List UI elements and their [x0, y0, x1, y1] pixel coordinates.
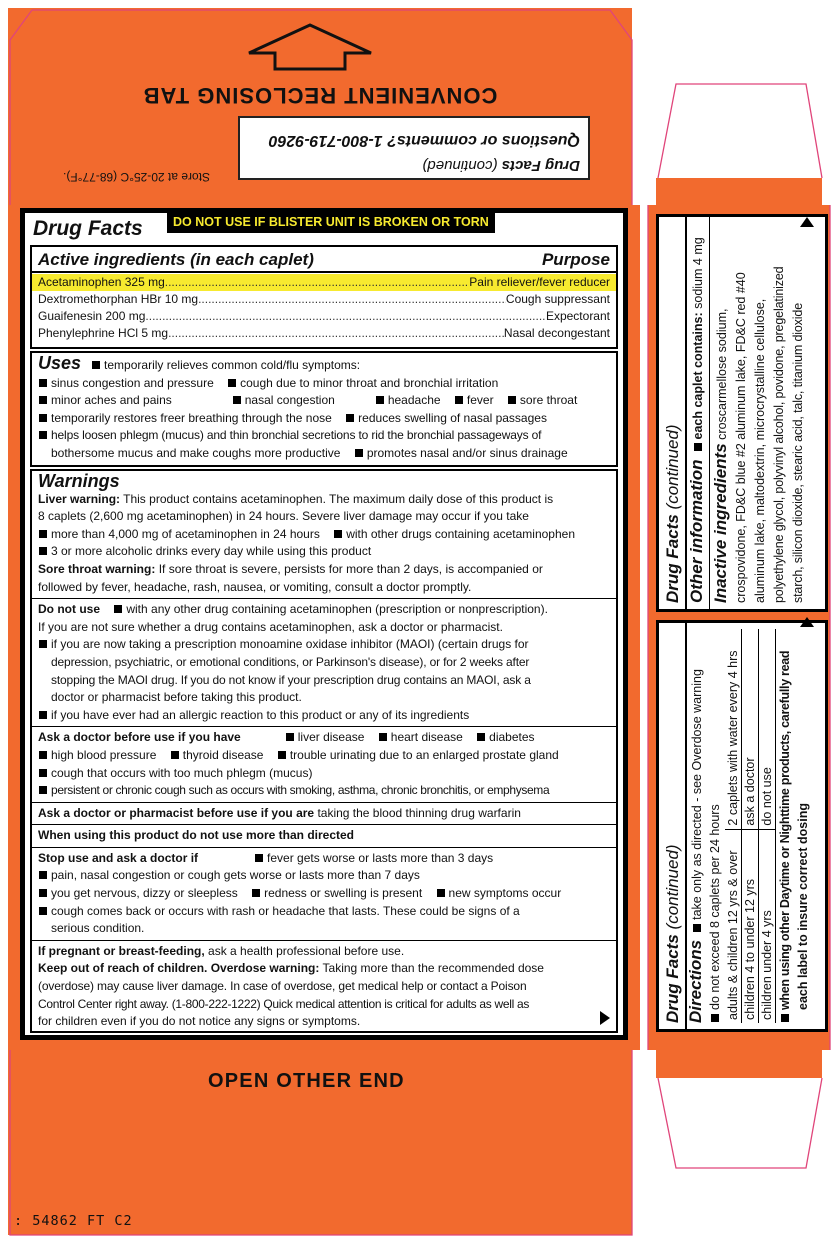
- questions-line: Questions or comments? 1-800-719-9260: [268, 132, 580, 149]
- ingredient-row: Acetaminophen 325 mg ..... Pain reliever/fever reducer: [32, 274, 616, 291]
- other-panel-header: Drug Facts: [663, 514, 682, 603]
- product-code: : 54862 FT C2: [14, 1213, 133, 1229]
- arrow-icon: [245, 21, 375, 73]
- blister-warning: DO NOT USE IF BLISTER UNIT IS BROKEN OR TORN: [167, 209, 495, 233]
- uses-section: Uses temporarily relieves common cold/flu symptoms: sinus congestion and pressure cough due to minor throat and bronchial irritation minor aches and pains nasal congestion headache fever sore throat temporarily restores freer breathing through the nose reduces swelling of nasal passages helps loosen phlegm (mucus) and thin bronchial secretions to rid the bronchial passageways of bothersome mucus and make coughs more productive promotes nasal and/or sinus drainage: [30, 351, 618, 467]
- open-other-end-label: OPEN OTHER END: [208, 1070, 405, 1092]
- right-bottom-tab-fill: [656, 1050, 822, 1078]
- reclosing-tab-label: CONVENIENT RECLOSING TAB: [142, 83, 498, 108]
- drug-facts-panel: [20, 208, 628, 1040]
- directions-panel-arrow-icon: [800, 617, 814, 627]
- directions-panel: Drug Facts (continued) Directions take only as directed - see Overdose warning do not exceed 8 caplets per 24 hours adults & children 12 yrs & over 2 caplets with water every 4 hrs children 4 to under 12 yrs ask a doctor children under 4 yrs do not use when using other Daytime or Nighttime products, carefully read each label to insure correct dosing: [656, 620, 828, 1032]
- other-information-panel: Drug Facts (continued) Other information each caplet contains: sodium 4 mg Inactive ingredients croscarmellose sodium, crospovidone, FD&C blue #2 aluminum lake, FD&C red #40 aluminum lake, maltodextrin, microcrystalline cellulose, polyethylene glycol, polyvinyl alcohol, povidone, pregelatinized starch, silicon dioxide, stearic acid, talc, titanium dioxide: [656, 214, 828, 612]
- ingredient-row: Dextromethorphan HBr 10 mg ..... Cough suppressant: [38, 291, 610, 308]
- ingredient-row: Guaifenesin 200 mg ..... Expectorant: [38, 308, 610, 325]
- questions-box: [238, 116, 590, 180]
- table-row: children under 4 yrs do not use: [759, 629, 776, 1023]
- top-flap: [40, 18, 600, 198]
- warnings-section: Warnings Liver warning: This product contains acetaminophen. The maximum daily dose of this product is 8 caplets (2,600 mg acetaminophen) in 24 hours. Severe liver damage may occur if you take more than 4,000 mg of acetaminophen in 24 hours with other drugs containing acetaminophen 3 or more alcoholic drinks every day while using this product Sore throat warning: If sore throat is severe, persists for more than 2 days, is accompanied or followed by fever, headache, rash, nausea, or vomiting, consult a doctor promptly. Do not use with any other drug containing acetaminophen (prescription or nonprescription). If you are not sure whether a drug contains acetaminophen, ask a doctor or pharmacist. if you are now taking a prescription monoamine oxidase inhibitor (MAOI) (certain drugs for depression, psychiatric, or emotional conditions, or Parkinson's disease), or for 2 weeks after stopping the MAOI drug. If you do not know if your prescription drug contains an MAOI, ask a doctor or pharmacist before taking this product. if you have ever had an allergic reaction to this product or any of its ingredients Ask a doctor before use if you have liver disease heart disease diabetes high blood pressure thyroid disease trouble urinating due to an enlarged prostate gland cough that occurs with too much phlegm (mucus) persistent or chronic cough such as occurs with smoking, asthma, chronic bronchitis, or emphysema Ask a doctor or pharmacist before use if you are taking the blood thinning drug warfarin When using this product do not use more than directed Stop use and ask a doctor if fever gets worse or lasts more than 3 days pain, nasal congestion or cough gets worse or lasts more than 7 days you get nervous, dizzy or sleepless redness or swelling is present new symptoms occur cough comes back or occurs with rash or headache that lasts. These could be signs of a serious condition. If pregnant or breast-feeding, ask a health professional before use. Keep out of reach of children. Overdose warning: Taking more than the recommended dose (overdose) may cause liver damage. In case of overdose, get medical help or contact a Poison Control Center right away. (1-800-222-1222) Quick medical attention is critical for adults as well as for children even if you do not notice any signs or symptoms.: [30, 469, 618, 1033]
- warnings-title: Warnings: [38, 471, 120, 491]
- continue-arrow-icon: [600, 1011, 610, 1025]
- questions-header: Drug Facts: [501, 157, 580, 174]
- ingredient-row: Phenylephrine HCl 5 mg ..... Nasal decongestant: [38, 325, 610, 342]
- inactive-ingredients-title: Inactive ingredients: [711, 443, 730, 603]
- active-ingredients-section: [30, 245, 618, 349]
- directions-title: Directions: [686, 939, 705, 1023]
- other-panel-arrow-icon: [800, 217, 814, 227]
- table-row: children 4 to under 12 yrs ask a doctor: [742, 629, 759, 1023]
- questions-continued: (continued): [422, 157, 498, 174]
- directions-panel-header: Drug Facts: [663, 934, 682, 1023]
- purpose-header: Purpose: [541, 250, 610, 269]
- other-information-title: Other information: [687, 459, 706, 603]
- uses-title: Uses: [38, 353, 82, 373]
- active-ingredients-header: Active ingredients (in each caplet): [38, 250, 314, 269]
- table-row: adults & children 12 yrs & over 2 caplets with water every 4 hrs: [725, 629, 742, 1023]
- storage-text: Store at 20-25°C (68-77°F).: [63, 170, 210, 184]
- drug-facts-title: Drug Facts: [25, 213, 161, 243]
- dosage-table: [725, 629, 776, 1023]
- right-top-tab-fill: [656, 178, 822, 205]
